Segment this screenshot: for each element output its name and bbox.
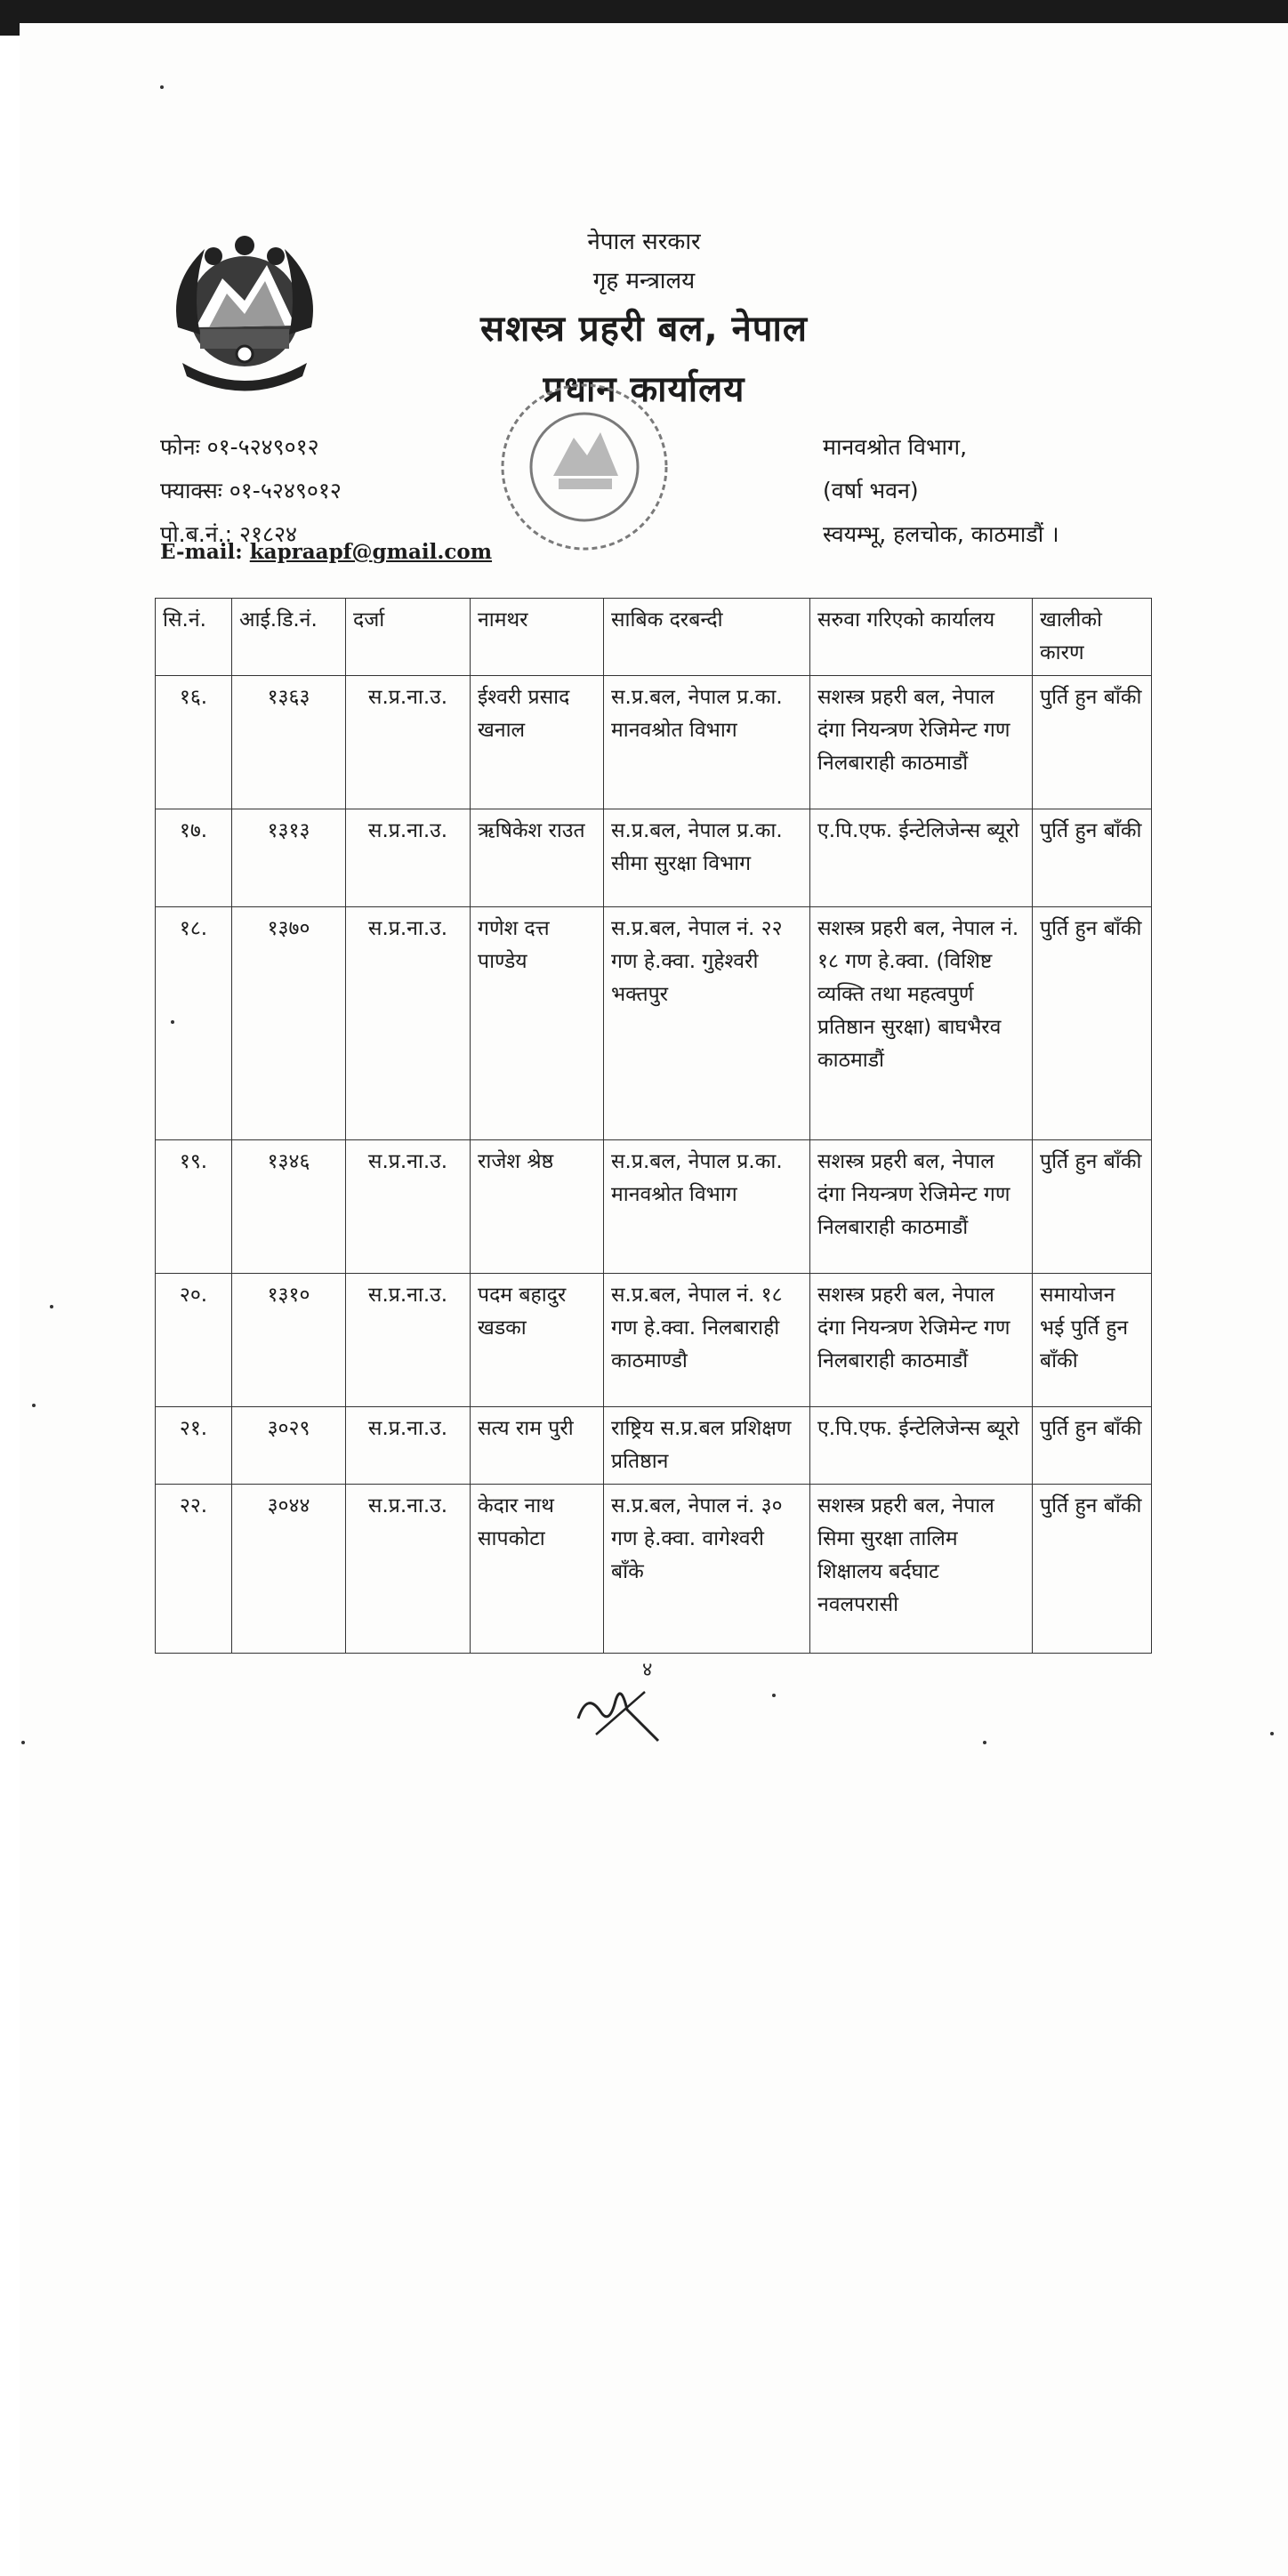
email-label: E-mail:	[160, 540, 243, 564]
cell-rank: स.प्र.ना.उ.	[346, 907, 471, 1140]
department-name: मानवश्रोत विभाग,	[823, 434, 968, 460]
scan-speck	[21, 1741, 25, 1744]
cell-previous-post: स.प्र.बल, नेपाल प्र.का. मानवश्रोत विभाग	[604, 1140, 810, 1274]
header-government: नेपाल सरकार	[587, 229, 701, 255]
table-header-row	[156, 599, 1152, 676]
scan-speck	[32, 1404, 36, 1407]
scan-speck	[983, 1741, 986, 1744]
office-seal-stamp	[489, 374, 680, 565]
cell-rank: स.प्र.ना.उ.	[346, 1407, 471, 1485]
cell-transferred-office: सशस्त्र प्रहरी बल, नेपाल दंगा नियन्त्रण रेजिमेन्ट गण निलबाराही काठमाडौं	[810, 676, 1033, 809]
cell-id: १३६३	[232, 676, 346, 809]
table-row	[156, 907, 1152, 1140]
cell-serial: २०.	[156, 1274, 232, 1407]
header-force: सशस्त्र प्रहरी बल, नेपाल	[480, 309, 808, 350]
cell-transferred-office: सशस्त्र प्रहरी बल, नेपाल दंगा नियन्त्रण रेजिमेन्ट गण निलबाराही काठमाडौं	[810, 1140, 1033, 1274]
cell-id: ३०४४	[232, 1485, 346, 1654]
table-row	[156, 1140, 1152, 1274]
cell-rank: स.प्र.ना.उ.	[346, 1140, 471, 1274]
po-box: पो.ब.नं.: २१८२४	[160, 521, 298, 547]
col-header-previous-post: साबिक दरबन्दी	[604, 599, 810, 676]
cell-rank: स.प्र.ना.उ.	[346, 809, 471, 907]
header-ministry: गृह मन्त्रालय	[592, 268, 696, 294]
col-header-serial: सि.नं.	[156, 599, 232, 676]
cell-transferred-office: ए.पि.एफ. ईन्टेलिजेन्स ब्यूरो	[810, 809, 1033, 907]
cell-id: ३०२९	[232, 1407, 346, 1485]
phone-number: फोनः ०१-५२४९०१२	[160, 434, 319, 460]
table-row	[156, 809, 1152, 907]
cell-previous-post: राष्ट्रिय स.प्र.बल प्रशिक्षण प्रतिष्ठान	[604, 1407, 810, 1485]
cell-vacancy-reason: पुर्ति हुन बाँकी	[1033, 809, 1152, 907]
transfer-table	[155, 598, 1152, 1654]
cell-name: सत्य राम पुरी	[471, 1407, 604, 1485]
cell-vacancy-reason: पुर्ति हुन बाँकी	[1033, 1485, 1152, 1654]
cell-previous-post: स.प्र.बल, नेपाल नं. १८ गण हे.क्वा. निलबाराही काठमाण्डौ	[604, 1274, 810, 1407]
header-office: प्रधान कार्यालय	[543, 369, 745, 410]
cell-transferred-office: सशस्त्र प्रहरी बल, नेपाल सिमा सुरक्षा तालिम शिक्षालय बर्दघाट नवलपरासी	[810, 1485, 1033, 1654]
table-row	[156, 676, 1152, 809]
cell-vacancy-reason: पुर्ति हुन बाँकी	[1033, 907, 1152, 1140]
cell-id: १३१०	[232, 1274, 346, 1407]
cell-rank: स.प्र.ना.उ.	[346, 1274, 471, 1407]
col-header-id: आई.डि.नं.	[232, 599, 346, 676]
scan-speck	[772, 1694, 776, 1697]
cell-name: ईश्वरी प्रसाद खनाल	[471, 676, 604, 809]
table-row	[156, 1274, 1152, 1407]
cell-transferred-office: सशस्त्र प्रहरी बल, नेपाल नं. १८ गण हे.क्वा. (विशिष्ट व्यक्ति तथा महत्वपुर्ण प्रतिष्ठान सुरक्षा) बाघभैरव काठमाडौं	[810, 907, 1033, 1140]
page-mark: ४	[642, 1659, 653, 1681]
col-header-name: नामथर	[471, 599, 604, 676]
cell-serial: १९.	[156, 1140, 232, 1274]
cell-previous-post: स.प्र.बल, नेपाल नं. ३० गण हे.क्वा. वागेश्वरी बाँके	[604, 1485, 810, 1654]
fax-number: फ्याक्सः ०१-५२४९०१२	[160, 478, 342, 503]
cell-id: १३१३	[232, 809, 346, 907]
table-row	[156, 1407, 1152, 1485]
col-header-transferred-office: सरुवा गरिएको कार्यालय	[810, 599, 1033, 676]
scan-speck	[50, 1305, 53, 1308]
email-address[interactable]: kapraapf@gmail.com	[249, 540, 493, 564]
cell-serial: १६.	[156, 676, 232, 809]
cell-serial: १८.	[156, 907, 232, 1140]
cell-rank: स.प्र.ना.उ.	[346, 1485, 471, 1654]
cell-previous-post: स.प्र.बल, नेपाल प्र.का. सीमा सुरक्षा विभाग	[604, 809, 810, 907]
cell-vacancy-reason: समायोजन भई पुर्ति हुन बाँकी	[1033, 1274, 1152, 1407]
scan-speck	[1270, 1732, 1274, 1735]
cell-serial: २२.	[156, 1485, 232, 1654]
scan-speck	[160, 85, 164, 89]
cell-id: १३७०	[232, 907, 346, 1140]
cell-id: १३४६	[232, 1140, 346, 1274]
cell-serial: २१.	[156, 1407, 232, 1485]
cell-rank: स.प्र.ना.उ.	[346, 676, 471, 809]
signature-mark	[560, 1656, 676, 1745]
email-line	[160, 540, 492, 564]
office-address: स्वयम्भू, हलचोक, काठमाडौं ।	[823, 521, 1059, 547]
cell-previous-post: स.प्र.बल, नेपाल प्र.का. मानवश्रोत विभाग	[604, 676, 810, 809]
col-header-rank: दर्जा	[346, 599, 471, 676]
cell-vacancy-reason: पुर्ति हुन बाँकी	[1033, 1407, 1152, 1485]
cell-name: केदार नाथ सापकोटा	[471, 1485, 604, 1654]
cell-transferred-office: सशस्त्र प्रहरी बल, नेपाल दंगा नियन्त्रण रेजिमेन्ट गण निलबाराही काठमाडौं	[810, 1274, 1033, 1407]
scan-speck	[171, 1020, 174, 1024]
table-row	[156, 1485, 1152, 1654]
building-name: (वर्षा भवन)	[823, 478, 919, 503]
cell-name: ऋषिकेश राउत	[471, 809, 604, 907]
cell-vacancy-reason: पुर्ति हुन बाँकी	[1033, 676, 1152, 809]
cell-name: पदम बहादुर खडका	[471, 1274, 604, 1407]
cell-name: राजेश श्रेष्ठ	[471, 1140, 604, 1274]
cell-name: गणेश दत्त पाण्डेय	[471, 907, 604, 1140]
cell-transferred-office: ए.पि.एफ. ईन्टेलिजेन्स ब्यूरो	[810, 1407, 1033, 1485]
cell-serial: १७.	[156, 809, 232, 907]
cell-vacancy-reason: पुर्ति हुन बाँकी	[1033, 1140, 1152, 1274]
cell-previous-post: स.प्र.बल, नेपाल नं. २२ गण हे.क्वा. गुहेश्वरी भक्तपुर	[604, 907, 810, 1140]
col-header-vacancy-reason: खालीको कारण	[1033, 599, 1152, 676]
